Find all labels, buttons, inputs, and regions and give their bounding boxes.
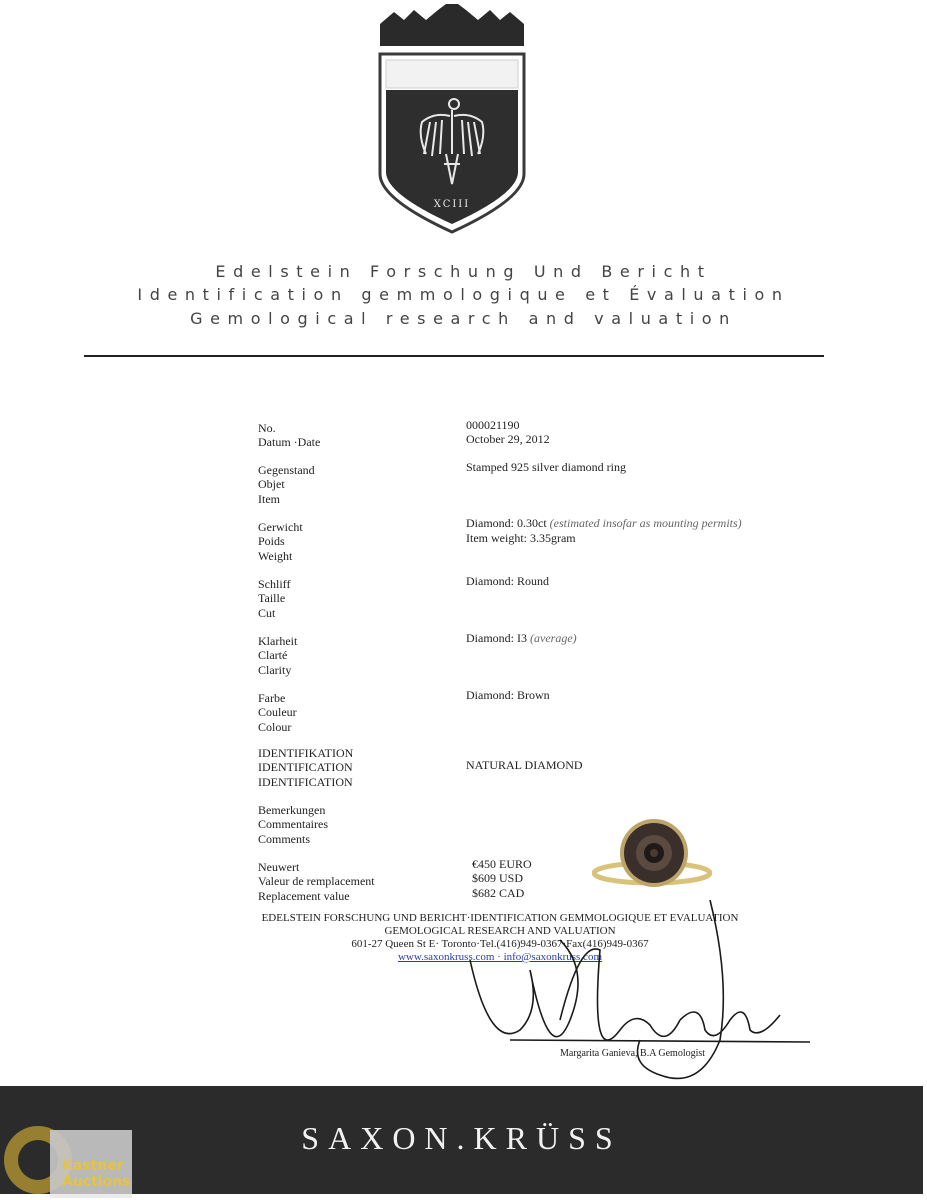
watermark-text-1: Kastner [62, 1158, 124, 1174]
weight-value [466, 516, 742, 531]
crest-emblem [374, 4, 530, 236]
header-line-french: Identification gemmologique et Évaluation [137, 285, 790, 304]
report-no-value: 000021190 [466, 418, 520, 432]
clarity-grade: Diamond: I3 [466, 631, 527, 645]
signature-caption: Margarita Ganieva, B.A Gemologist [560, 1048, 706, 1059]
brand-name: SAXON.KRÜSS [301, 1120, 622, 1156]
item-label-en: Item [258, 492, 280, 506]
clarity-label-de: Klarheit [258, 634, 298, 648]
cut-label-de: Schliff [258, 577, 291, 591]
colour-label-fr: Couleur [258, 705, 297, 719]
value-cad: $682 CAD [472, 886, 525, 900]
clarity-label-en: Clarity [258, 663, 292, 677]
header-divider [84, 355, 824, 357]
ident-label-en: IDENTIFICATION [258, 775, 353, 789]
cut-label-en: Cut [258, 606, 276, 620]
footer-address-line: 601-27 Queen St E· Toronto·Tel.(416)949-0367·Fax(416)949-0367 [351, 938, 649, 950]
comments-label-de: Bemerkungen [258, 803, 326, 817]
value-label-fr: Valeur de remplacement [258, 874, 375, 888]
weight-label-fr: Poids [258, 534, 285, 548]
weight-item-value: Item weight: 3.35gram [466, 531, 576, 545]
clarity-value [466, 631, 577, 646]
report-date-label: Datum ·Date [258, 435, 321, 449]
item-value: Stamped 925 silver diamond ring [466, 460, 626, 474]
ident-label-fr: IDENTIFICATION [258, 760, 353, 774]
weight-label-de: Gerwicht [258, 520, 303, 534]
colour-value: Diamond: Brown [466, 688, 550, 702]
weight-note: (estimated insofar as mounting permits) [549, 516, 742, 530]
value-label-de: Neuwert [258, 860, 300, 874]
cut-label-fr: Taille [258, 591, 286, 605]
footer-company-line: EDELSTEIN FORSCHUNG UND BERICHT·IDENTIFICATION GEMMOLOGIQUE ET EVALUATION [261, 912, 739, 924]
value-euro: €450 EURO [472, 857, 532, 871]
weight-label-en: Weight [258, 549, 293, 563]
cut-value: Diamond: Round [466, 574, 549, 588]
footer-web-links[interactable]: www.saxonkruss.com · info@saxonkruss.com [397, 951, 603, 963]
comments-label-en: Comments [258, 832, 311, 846]
report-date-value: October 29, 2012 [466, 432, 550, 446]
clarity-label-fr: Clarté [258, 648, 288, 662]
clarity-note: (average) [530, 631, 577, 645]
ident-value: NATURAL DIAMOND [466, 758, 583, 772]
colour-label-de: Farbe [258, 691, 286, 705]
colour-label-en: Colour [258, 720, 292, 734]
header-line-english: Gemological research and valuation [190, 309, 737, 328]
item-label-de: Gegenstand [258, 463, 315, 477]
value-usd: $609 USD [472, 871, 524, 885]
handwritten-signature [450, 900, 810, 1090]
ident-label-de: IDENTIFIKATION [258, 746, 354, 760]
ring-photo [592, 815, 712, 895]
crest-numeral: XCIII [433, 199, 471, 210]
weight-diamond: Diamond: 0.30ct [466, 516, 547, 530]
footer-subtitle-line: GEMOLOGICAL RESEARCH AND VALUATION [384, 925, 616, 937]
header-line-german: Edelstein Forschung Und Bericht [215, 262, 712, 281]
item-label-fr: Objet [258, 477, 285, 491]
value-label-en: Replacement value [258, 889, 350, 903]
comments-label-fr: Commentaires [258, 817, 328, 831]
watermark-text-2: Auctions [62, 1174, 131, 1190]
report-no-label: No. [258, 421, 276, 435]
